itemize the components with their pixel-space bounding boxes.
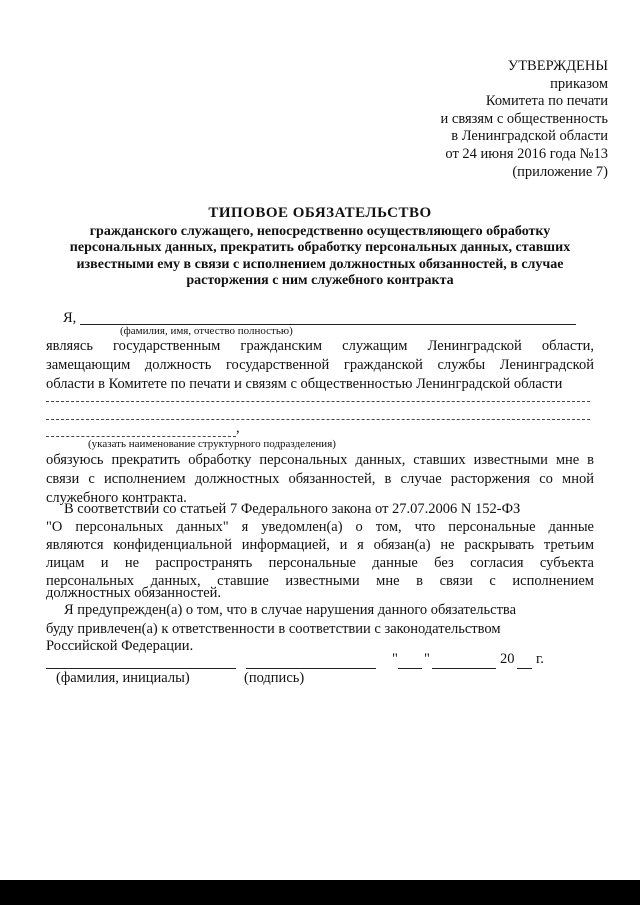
approval-line: в Ленинградской области [451,128,608,145]
name-field-line[interactable] [46,668,236,669]
approval-line: (приложение 7) [512,163,608,180]
year-suffix: г. [536,651,544,667]
para2-line: служебного контракта. [46,490,187,506]
date-quote-close: " [424,651,430,667]
scan-border [0,880,640,905]
fio-hint: (фамилия, имя, отчество полностью) [120,325,293,337]
para3-line: "О персональных данных" я уведомлен(а) о том, что персональные данные [46,519,594,535]
approval-line: Комитета по печати [485,93,608,110]
para3-line: персональных данных, ставшие известными мне в связи с исполнением [46,573,594,589]
unit-field-line[interactable] [46,401,590,402]
para4-line: буду привлечен(а) к ответственности в соответствии с законодательством [46,621,501,637]
approval-heading: УТВЕРЖДЕНЫ [507,58,608,74]
approval-line: и связям с общественность [440,110,608,127]
year-prefix: 20 [500,651,515,667]
para1-line: области в Комитете по печати и связям с общественностью Ленинградской области [46,376,563,392]
year-field-line[interactable] [517,668,532,669]
ya-label: Я, [63,310,77,326]
unit-field-line[interactable] [46,419,590,420]
name-hint: (фамилия, инициалы) [56,670,190,686]
date-quote-open: " [392,651,398,667]
para1-line: замещающим должность государственной гражданской службы Ленинградской [46,357,594,373]
signature-field-line[interactable] [246,668,376,669]
day-field-line[interactable] [398,668,422,669]
para3-line: В соответствии со статьей 7 Федерального закона от 27.07.2006 N 152-ФЗ [64,501,521,517]
signature-hint: (подпись) [244,670,305,686]
approval-line: от 24 июня 2016 года №13 [445,145,608,162]
document-subtitle: гражданского служащего, непосредственно осуществляющего обработку персональных данных, прекратить обработку персональных данных, ставших известными ему в связи с исполнением должностных обязанностей, в случае расторжения с ним служебного контракта [69,224,571,288]
para3-line: являются конфиденциальной информацией, и я обязан(а) не раскрывать третьим [46,537,594,553]
para3-line: должностных обязанностей. [46,585,222,601]
approval-line: приказом [550,75,608,92]
para2-line: обязуюсь прекратить обработку персональных данных, ставших известными мне в [46,452,594,468]
unit-hint: (указать наименование структурного подразделения) [88,438,336,450]
para4-line: Российской Федерации. [46,638,194,654]
para3-line: лицам и не распространять персональные данные без согласия субъекта [46,555,594,571]
unit-field-line[interactable] [46,436,236,437]
comma: , [236,420,240,436]
month-field-line[interactable] [432,668,496,669]
para4-line: Я предупрежден(а) о том, что в случае нарушения данного обязательства [64,602,517,618]
para2-line: связи с исполнением должностных обязанностей, в случае расторжения со мной [46,471,594,487]
document-title: ТИПОВОЕ ОБЯЗАТЕЛЬСТВО [208,205,432,221]
approval-block [441,58,608,181]
para1-line: являясь государственным гражданским служащим Ленинградской области, [46,338,594,354]
